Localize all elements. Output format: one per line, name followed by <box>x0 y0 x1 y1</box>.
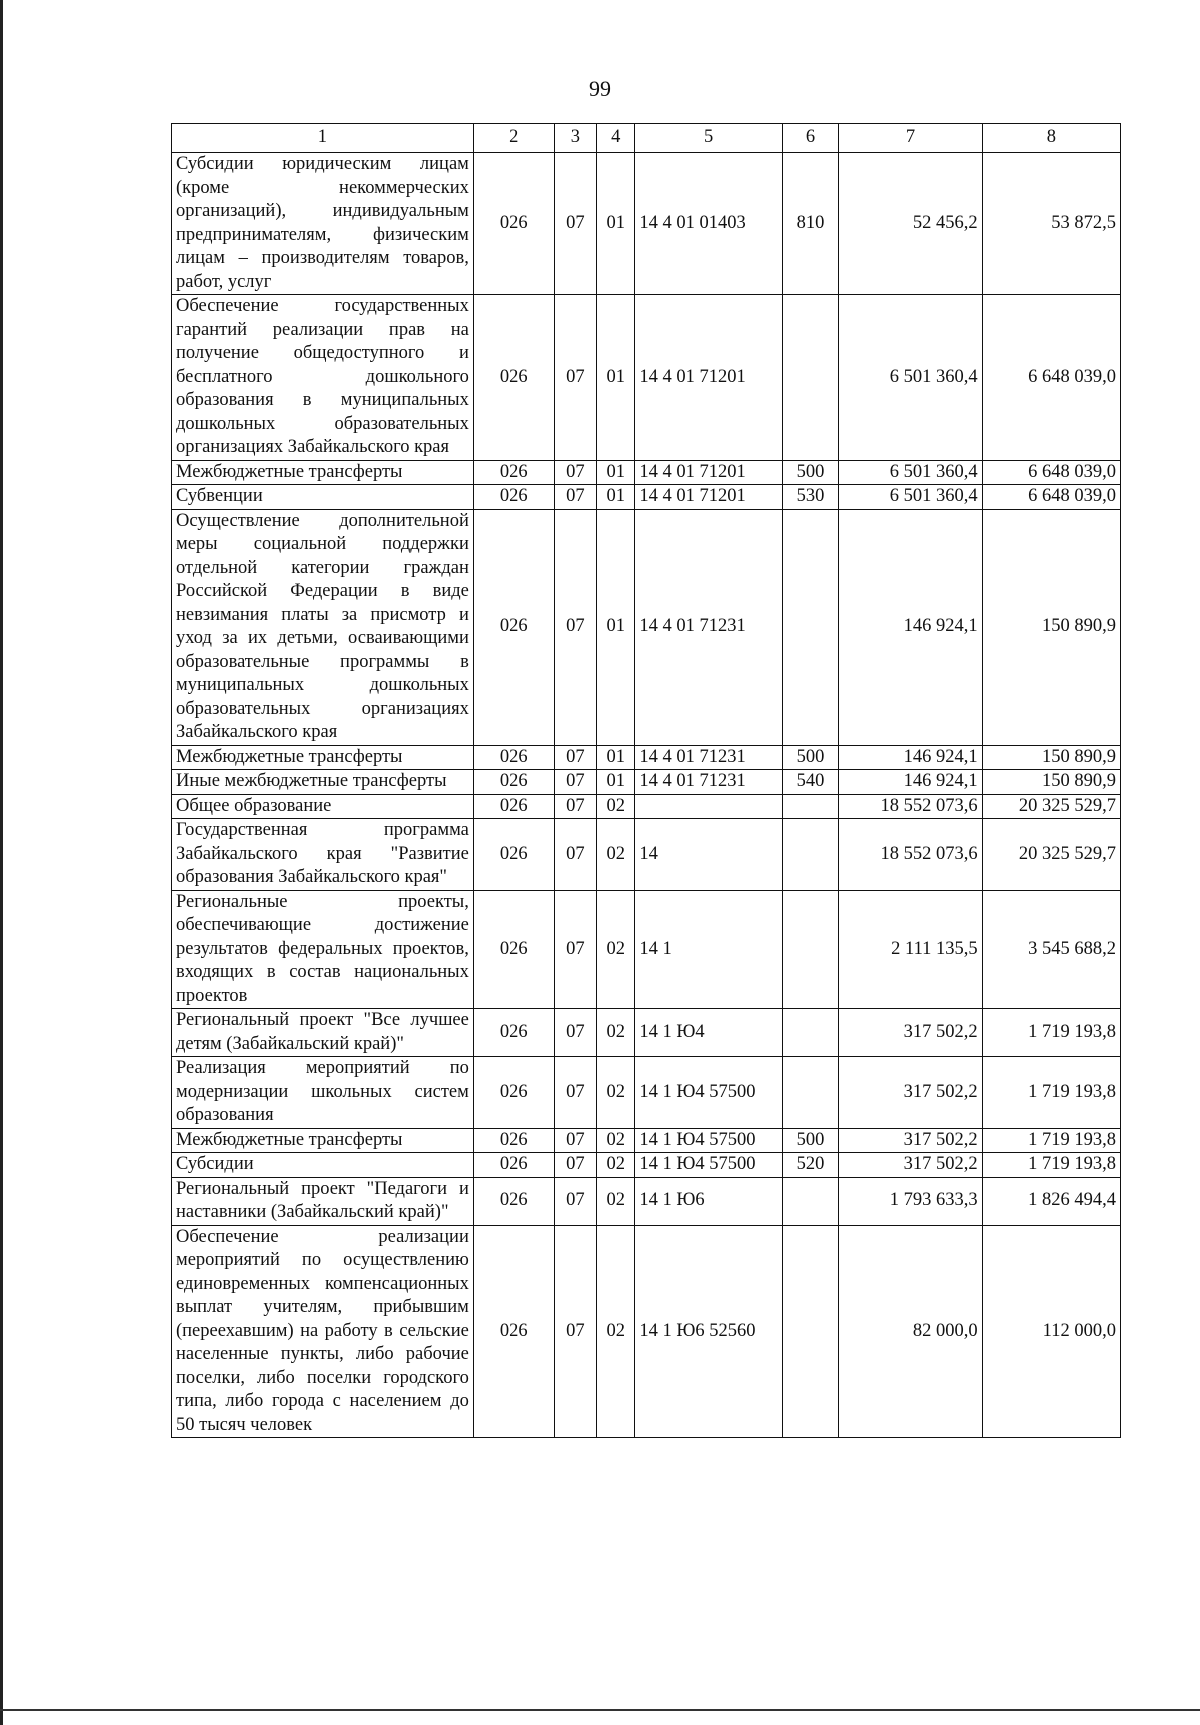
table-row <box>172 295 1121 461</box>
row-name-cell: Государственная программа Забайкальского края "Развитие образования Забайкальского края" <box>172 819 474 891</box>
expense-type-cell <box>782 1009 839 1057</box>
section-code-cell: 07 <box>554 1177 596 1225</box>
amount-year2-cell: 150 890,9 <box>982 745 1120 770</box>
target-article-cell: 14 4 01 71201 <box>635 485 782 510</box>
subsection-code-cell: 01 <box>597 770 635 795</box>
table-row <box>172 745 1121 770</box>
target-article-cell: 14 4 01 01403 <box>635 153 782 295</box>
target-article-cell: 14 1 Ю6 <box>635 1177 782 1225</box>
section-code-cell: 07 <box>554 890 596 1009</box>
table-row <box>172 1128 1121 1153</box>
expense-type-cell: 500 <box>782 460 839 485</box>
amount-year1-cell: 82 000,0 <box>839 1225 982 1438</box>
amount-year1-cell: 146 924,1 <box>839 509 982 745</box>
amount-year1-cell: 6 501 360,4 <box>839 460 982 485</box>
grbs-code-cell: 026 <box>473 1225 554 1438</box>
table-row <box>172 890 1121 1009</box>
expense-type-cell <box>782 509 839 745</box>
section-code-cell: 07 <box>554 794 596 819</box>
section-code-cell: 07 <box>554 819 596 891</box>
expense-type-cell <box>782 1177 839 1225</box>
target-article-cell: 14 1 Ю4 57500 <box>635 1057 782 1129</box>
section-code-cell: 07 <box>554 745 596 770</box>
expense-type-cell <box>782 819 839 891</box>
section-code-cell: 07 <box>554 295 596 461</box>
amount-year2-cell: 6 648 039,0 <box>982 485 1120 510</box>
amount-year2-cell: 3 545 688,2 <box>982 890 1120 1009</box>
row-name-cell: Субсидии юридическим лицам (кроме некоммерческих организаций), индивидуальным предпринимателям, физическим лицам – производителям товаров, работ, услуг <box>172 153 474 295</box>
target-article-cell: 14 4 01 71231 <box>635 745 782 770</box>
table-body <box>172 153 1121 1438</box>
target-article-cell: 14 4 01 71201 <box>635 460 782 485</box>
header-cell: 3 <box>554 124 596 153</box>
section-code-cell: 07 <box>554 485 596 510</box>
section-code-cell: 07 <box>554 460 596 485</box>
grbs-code-cell: 026 <box>473 485 554 510</box>
scan-edge-bottom <box>0 1709 1200 1711</box>
row-name-cell: Региональный проект "Все лучшее детям (Забайкальский край)" <box>172 1009 474 1057</box>
row-name-cell: Реализация мероприятий по модернизации школьных систем образования <box>172 1057 474 1129</box>
grbs-code-cell: 026 <box>473 1153 554 1178</box>
subsection-code-cell: 02 <box>597 819 635 891</box>
subsection-code-cell: 02 <box>597 1225 635 1438</box>
amount-year1-cell: 317 502,2 <box>839 1153 982 1178</box>
table-row <box>172 460 1121 485</box>
expense-type-cell: 500 <box>782 1128 839 1153</box>
table-row <box>172 1009 1121 1057</box>
section-code-cell: 07 <box>554 1128 596 1153</box>
subsection-code-cell: 02 <box>597 1057 635 1129</box>
subsection-code-cell: 01 <box>597 295 635 461</box>
row-name-cell: Региональный проект "Педагоги и наставники (Забайкальский край)" <box>172 1177 474 1225</box>
grbs-code-cell: 026 <box>473 460 554 485</box>
expense-type-cell: 520 <box>782 1153 839 1178</box>
expense-type-cell: 810 <box>782 153 839 295</box>
row-name-cell: Межбюджетные трансферты <box>172 745 474 770</box>
section-code-cell: 07 <box>554 1225 596 1438</box>
grbs-code-cell: 026 <box>473 509 554 745</box>
subsection-code-cell: 02 <box>597 1128 635 1153</box>
row-name-cell: Осуществление дополнительной меры социальной поддержки отдельной категории граждан Российской Федерации в виде невзимания платы за присмотр и уход за их детьми, осваивающими образовательные программы в муниципальных дошкольных образовательных организациях Забайкальского края <box>172 509 474 745</box>
header-cell: 6 <box>782 124 839 153</box>
budget-table <box>171 123 1121 1438</box>
grbs-code-cell: 026 <box>473 153 554 295</box>
amount-year2-cell: 20 325 529,7 <box>982 819 1120 891</box>
table-row <box>172 1057 1121 1129</box>
target-article-cell: 14 1 Ю4 57500 <box>635 1128 782 1153</box>
header-cell: 7 <box>839 124 982 153</box>
grbs-code-cell: 026 <box>473 770 554 795</box>
header-cell: 1 <box>172 124 474 153</box>
subsection-code-cell: 01 <box>597 460 635 485</box>
amount-year1-cell: 1 793 633,3 <box>839 1177 982 1225</box>
amount-year1-cell: 18 552 073,6 <box>839 819 982 891</box>
amount-year1-cell: 146 924,1 <box>839 745 982 770</box>
table-row <box>172 770 1121 795</box>
amount-year1-cell: 18 552 073,6 <box>839 794 982 819</box>
header-cell: 4 <box>597 124 635 153</box>
target-article-cell: 14 1 <box>635 890 782 1009</box>
grbs-code-cell: 026 <box>473 1057 554 1129</box>
target-article-cell: 14 1 Ю6 52560 <box>635 1225 782 1438</box>
subsection-code-cell: 02 <box>597 1177 635 1225</box>
section-code-cell: 07 <box>554 153 596 295</box>
page-number: 99 <box>589 76 611 101</box>
amount-year1-cell: 317 502,2 <box>839 1057 982 1129</box>
table-header-row <box>172 124 1121 153</box>
target-article-cell: 14 4 01 71231 <box>635 770 782 795</box>
row-name-cell: Межбюджетные трансферты <box>172 1128 474 1153</box>
amount-year2-cell: 6 648 039,0 <box>982 295 1120 461</box>
subsection-code-cell: 02 <box>597 890 635 1009</box>
expense-type-cell: 540 <box>782 770 839 795</box>
subsection-code-cell: 01 <box>597 509 635 745</box>
amount-year2-cell: 1 826 494,4 <box>982 1177 1120 1225</box>
table-row <box>172 819 1121 891</box>
row-name-cell: Общее образование <box>172 794 474 819</box>
grbs-code-cell: 026 <box>473 1128 554 1153</box>
subsection-code-cell: 02 <box>597 1009 635 1057</box>
header-cell: 8 <box>982 124 1120 153</box>
header-cell: 5 <box>635 124 782 153</box>
subsection-code-cell: 01 <box>597 485 635 510</box>
amount-year2-cell: 150 890,9 <box>982 509 1120 745</box>
target-article-cell: 14 4 01 71231 <box>635 509 782 745</box>
table-row <box>172 485 1121 510</box>
grbs-code-cell: 026 <box>473 295 554 461</box>
amount-year1-cell: 2 111 135,5 <box>839 890 982 1009</box>
amount-year2-cell: 112 000,0 <box>982 1225 1120 1438</box>
grbs-code-cell: 026 <box>473 745 554 770</box>
expense-type-cell <box>782 890 839 1009</box>
subsection-code-cell: 01 <box>597 153 635 295</box>
subsection-code-cell: 02 <box>597 794 635 819</box>
amount-year1-cell: 52 456,2 <box>839 153 982 295</box>
section-code-cell: 07 <box>554 509 596 745</box>
section-code-cell: 07 <box>554 1009 596 1057</box>
row-name-cell: Субвенции <box>172 485 474 510</box>
section-code-cell: 07 <box>554 1057 596 1129</box>
amount-year2-cell: 1 719 193,8 <box>982 1153 1120 1178</box>
target-article-cell: 14 <box>635 819 782 891</box>
expense-type-cell <box>782 1057 839 1129</box>
amount-year2-cell: 53 872,5 <box>982 153 1120 295</box>
row-name-cell: Обеспечение государственных гарантий реализации прав на получение общедоступного и бесплатного дошкольного образования в муниципальных дошкольных образовательных организациях Забайкальского края <box>172 295 474 461</box>
expense-type-cell <box>782 295 839 461</box>
scan-edge <box>0 0 3 1725</box>
table-row <box>172 1177 1121 1225</box>
table-row <box>172 1225 1121 1438</box>
amount-year2-cell: 1 719 193,8 <box>982 1128 1120 1153</box>
target-article-cell <box>635 794 782 819</box>
grbs-code-cell: 026 <box>473 794 554 819</box>
row-name-cell: Региональные проекты, обеспечивающие достижение результатов федеральных проектов, входящих в состав национальных проектов <box>172 890 474 1009</box>
row-name-cell: Межбюджетные трансферты <box>172 460 474 485</box>
table-row <box>172 794 1121 819</box>
expense-type-cell: 500 <box>782 745 839 770</box>
amount-year1-cell: 6 501 360,4 <box>839 295 982 461</box>
target-article-cell: 14 1 Ю4 57500 <box>635 1153 782 1178</box>
expense-type-cell: 530 <box>782 485 839 510</box>
amount-year1-cell: 146 924,1 <box>839 770 982 795</box>
table-row <box>172 1153 1121 1178</box>
amount-year1-cell: 6 501 360,4 <box>839 485 982 510</box>
row-name-cell: Иные межбюджетные трансферты <box>172 770 474 795</box>
amount-year2-cell: 1 719 193,8 <box>982 1057 1120 1129</box>
amount-year2-cell: 1 719 193,8 <box>982 1009 1120 1057</box>
row-name-cell: Субсидии <box>172 1153 474 1178</box>
table-row <box>172 509 1121 745</box>
subsection-code-cell: 02 <box>597 1153 635 1178</box>
grbs-code-cell: 026 <box>473 890 554 1009</box>
amount-year1-cell: 317 502,2 <box>839 1128 982 1153</box>
amount-year2-cell: 6 648 039,0 <box>982 460 1120 485</box>
section-code-cell: 07 <box>554 770 596 795</box>
expense-type-cell <box>782 794 839 819</box>
amount-year2-cell: 150 890,9 <box>982 770 1120 795</box>
target-article-cell: 14 4 01 71201 <box>635 295 782 461</box>
subsection-code-cell: 01 <box>597 745 635 770</box>
target-article-cell: 14 1 Ю4 <box>635 1009 782 1057</box>
table-row <box>172 153 1121 295</box>
grbs-code-cell: 026 <box>473 819 554 891</box>
amount-year1-cell: 317 502,2 <box>839 1009 982 1057</box>
grbs-code-cell: 026 <box>473 1009 554 1057</box>
expense-type-cell <box>782 1225 839 1438</box>
grbs-code-cell: 026 <box>473 1177 554 1225</box>
amount-year2-cell: 20 325 529,7 <box>982 794 1120 819</box>
row-name-cell: Обеспечение реализации мероприятий по осуществлению единовременных компенсационных выплат учителям, прибывшим (переехавшим) на работу в сельские населенные пункты, либо рабочие поселки, либо поселки городского типа, либо города с населением до 50 тысяч человек <box>172 1225 474 1438</box>
header-cell: 2 <box>473 124 554 153</box>
section-code-cell: 07 <box>554 1153 596 1178</box>
